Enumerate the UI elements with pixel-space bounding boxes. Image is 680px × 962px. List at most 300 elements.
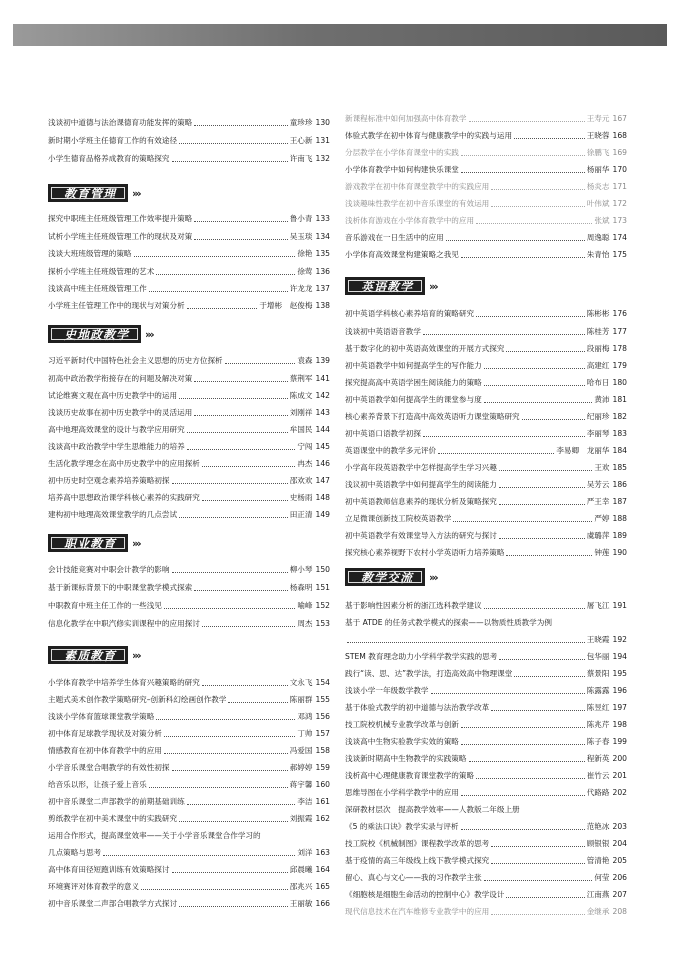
- toc-entry[interactable]: [345, 545, 627, 560]
- entry-page: 177: [612, 327, 627, 336]
- entry-author: 鲁小青: [289, 214, 313, 223]
- leader-dots: [514, 138, 585, 139]
- toc-entry[interactable]: [48, 422, 330, 437]
- entry-title: 留心、真心与文心——我的习作教学主张: [345, 873, 482, 882]
- entry-title: 小学高年段英语教学中怎样提高学生学习兴趣: [345, 463, 497, 472]
- leader-dots: [172, 161, 288, 162]
- entry-title: 初中音乐课堂二声部合唱教学方式探讨: [48, 899, 178, 908]
- entry-page: 201: [612, 771, 627, 780]
- entry-title: 小学体育高效课堂构建策略之我见: [345, 250, 459, 259]
- entry-page: 176: [612, 309, 627, 318]
- entry-title: 浅谈高中生物实验教学实效的策略: [345, 737, 459, 746]
- entry-title: 浅谈小学体育篮球课堂教学策略: [48, 712, 155, 721]
- leader-dots: [149, 291, 288, 292]
- entry-author: 邓鸿: [297, 712, 313, 721]
- entry-author: 周逸聪: [586, 233, 610, 242]
- entry-author: 邵欢欢: [289, 476, 313, 485]
- leader-dots: [179, 143, 288, 144]
- section-header-teaching-exchange: [345, 567, 437, 587]
- entry-author: 严王幸: [586, 497, 610, 506]
- leader-dots: [194, 381, 287, 382]
- entry-page: 178: [612, 344, 627, 353]
- entry-title: 初中英语教学中如何提高学生的写作能力: [345, 361, 482, 370]
- entry-title: 培养高中思想政治课学科核心素养的实践研究: [48, 493, 200, 502]
- entry-author: 陈兆芹: [586, 720, 610, 729]
- entry-title: 浅谈高中班主任班级管理工作: [48, 284, 147, 293]
- leader-dots: [179, 906, 288, 907]
- entry-page: 160: [315, 780, 330, 789]
- entry-title: 浅谈小学一年级数学教学: [345, 686, 429, 695]
- toc-entry[interactable]: [48, 246, 330, 261]
- leader-dots: [103, 855, 295, 856]
- entry-title: 初中历史时空观念素养培养策略初探: [48, 476, 170, 485]
- section-header-quality-education: [48, 645, 140, 665]
- entry-page: 137: [315, 284, 330, 293]
- toc-entry[interactable]: [48, 879, 330, 894]
- entry-author: 王晓霞: [586, 635, 610, 644]
- entry-page: 208: [612, 907, 627, 916]
- leader-dots: [484, 402, 593, 403]
- entry-title: 践行“读、思、达”教学法，打造高效高中物理课堂: [345, 669, 513, 678]
- entry-author: 李易卿 龙丽华: [556, 446, 610, 455]
- entry-page: 133: [315, 214, 330, 223]
- leader-dots: [453, 521, 592, 522]
- toc-entry[interactable]: [48, 405, 330, 420]
- entry-author: 王丽敏: [289, 899, 313, 908]
- entry-author: 顾银银: [586, 839, 610, 848]
- toc-entry[interactable]: [345, 392, 627, 407]
- entry-title: 探析小学班主任班级管理的艺术: [48, 267, 155, 276]
- leader-dots: [194, 415, 287, 416]
- leader-dots: [491, 863, 584, 864]
- toc-entry[interactable]: [48, 151, 330, 166]
- arrows-icon: ›››: [145, 327, 153, 341]
- toc-entry[interactable]: [345, 511, 627, 526]
- toc-entry[interactable]: [345, 853, 627, 868]
- entry-author: 程新英: [586, 754, 610, 763]
- toc-entry[interactable]: [345, 460, 627, 475]
- entry-title: 情感教育在初中体育教学中的应用: [48, 746, 162, 755]
- section-title: 素质教育: [48, 646, 128, 664]
- entry-page: 180: [612, 378, 627, 387]
- entry-author: 李丽琴: [586, 429, 610, 438]
- entry-author: 虞璐萍: [586, 531, 610, 540]
- entry-page: 138: [315, 301, 330, 310]
- toc-entry[interactable]: [345, 409, 627, 424]
- toc-entry[interactable]: [345, 649, 627, 664]
- entry-author: 管清艳: [586, 856, 610, 865]
- toc-entry-continuation[interactable]: [345, 819, 627, 834]
- leader-dots: [156, 274, 295, 275]
- entry-author: 童珍珍: [289, 118, 313, 127]
- toc-entry[interactable]: [345, 247, 627, 262]
- entry-author: 江南燕: [586, 890, 610, 899]
- toc-entry[interactable]: [345, 230, 627, 245]
- entry-title: 分层教学在小学体育课堂中的实践: [345, 148, 459, 157]
- toc-entry[interactable]: [345, 111, 627, 126]
- entry-title: 浅析体育游戏在小学体育教学中的应用: [345, 216, 475, 225]
- toc-entry[interactable]: [345, 734, 627, 749]
- entry-title: 技工院校《机械制图》课程教学改革的思考: [345, 839, 490, 848]
- toc-entry[interactable]: [48, 845, 330, 860]
- entry-page: 148: [315, 493, 330, 502]
- toc-entry[interactable]: [345, 375, 627, 390]
- entry-page: 153: [315, 619, 330, 628]
- entry-author: 牟国民: [289, 425, 313, 434]
- entry-title: 基于疫情的高三年级线上线下教学模式探究: [345, 856, 490, 865]
- entry-page: 155: [315, 695, 330, 704]
- entry-author: 陈彬彬: [586, 309, 610, 318]
- entry-author: 高建红: [586, 361, 610, 370]
- entry-author: 叶伟斌: [586, 199, 610, 208]
- entry-author: 杨炎志: [586, 182, 610, 191]
- leader-dots: [172, 483, 288, 484]
- entry-page: 136: [315, 267, 330, 276]
- entry-author: 于增彬 赵俊梅: [259, 301, 313, 310]
- entry-page: 150: [315, 565, 330, 574]
- entry-page: 144: [315, 425, 330, 434]
- entry-author: 丁帅: [297, 729, 313, 738]
- toc-entry[interactable]: [345, 477, 627, 492]
- entry-author: 屠飞江: [586, 601, 610, 610]
- arrows-icon: ›››: [132, 536, 140, 550]
- leader-dots: [499, 504, 585, 505]
- entry-page: 187: [612, 497, 627, 506]
- entry-page: 184: [612, 446, 627, 455]
- entry-page: 166: [315, 899, 330, 908]
- entry-title: 探究核心素养视野下农村小学英语听力培养策略: [345, 548, 505, 557]
- arrows-icon: ›››: [429, 279, 437, 293]
- entry-author: 代路路: [586, 788, 610, 797]
- entry-page: 168: [612, 131, 627, 140]
- toc-entry-first-line[interactable]: [345, 615, 627, 630]
- toc-entry[interactable]: [48, 473, 330, 488]
- leader-dots: [423, 436, 585, 437]
- entry-author: 钟莲: [594, 548, 610, 557]
- entry-author: 史杨雨: [289, 493, 313, 502]
- entry-author: 吴芳云: [586, 480, 610, 489]
- toc-entry[interactable]: [345, 443, 627, 458]
- entry-title: 立足微课创新技工院校英语教学: [345, 514, 452, 523]
- toc-entry[interactable]: [345, 179, 627, 194]
- toc-entry[interactable]: [345, 162, 627, 177]
- entry-page: 189: [612, 531, 627, 540]
- toc-entry[interactable]: [48, 456, 330, 471]
- entry-page: 185: [612, 463, 627, 472]
- entry-page: 179: [612, 361, 627, 370]
- entry-title: 浅议初中英语教学中如何提高学生的阅读能力: [345, 480, 497, 489]
- entry-title: 浅谈趣味性教学在初中音乐课堂的有效运用: [345, 199, 490, 208]
- leader-dots: [499, 659, 584, 660]
- entry-author: 包华丽: [586, 652, 610, 661]
- toc-entry[interactable]: [48, 616, 330, 631]
- leader-dots: [461, 829, 585, 830]
- toc-entry[interactable]: [48, 726, 330, 741]
- toc-entry[interactable]: [48, 562, 330, 577]
- entry-page: 182: [612, 412, 627, 421]
- toc-entry[interactable]: [48, 777, 330, 792]
- entry-author: 徐莺: [297, 267, 313, 276]
- entry-author: 吴玉琰: [289, 232, 313, 241]
- entry-title: 技工院校机械专业教学改革与创新: [345, 720, 459, 729]
- entry-title: 浅谈历史故事在初中历史教学中的灵活运用: [48, 408, 193, 417]
- toc-entry[interactable]: [48, 133, 330, 148]
- toc-entry[interactable]: [345, 717, 627, 732]
- entry-author: 王心新: [289, 136, 313, 145]
- entry-title: 生活化教学理念在高中历史教学中的应用探析: [48, 459, 200, 468]
- entry-page: 130: [315, 118, 330, 127]
- entry-page: 163: [315, 848, 330, 857]
- toc-entry[interactable]: [345, 887, 627, 902]
- entry-page: 200: [612, 754, 627, 763]
- toc-entry[interactable]: [345, 904, 627, 919]
- toc-entry[interactable]: [345, 494, 627, 509]
- entry-title: 初中英语教学如何提高学生的课堂参与度: [345, 395, 482, 404]
- toc-entry-continuation[interactable]: [345, 632, 627, 647]
- toc-entry[interactable]: [345, 145, 627, 160]
- entry-page: 139: [315, 356, 330, 365]
- toc-entry[interactable]: [345, 306, 627, 321]
- toc-entry[interactable]: [48, 811, 330, 826]
- entry-page: 206: [612, 873, 627, 882]
- entry-page: 203: [612, 822, 627, 831]
- entry-author: 严婷: [594, 514, 610, 523]
- toc-entry[interactable]: [345, 341, 627, 356]
- leader-dots: [484, 880, 593, 881]
- entry-page: 170: [612, 165, 627, 174]
- toc-entry[interactable]: [48, 211, 330, 226]
- entry-title: 给音乐以形，让孩子爱上音乐: [48, 780, 147, 789]
- entry-page: 188: [612, 514, 627, 523]
- toc-entry[interactable]: [48, 760, 330, 775]
- section-title: 英语教学: [345, 277, 425, 295]
- entry-page: 198: [612, 720, 627, 729]
- entry-author: 蔡荆军: [289, 374, 313, 383]
- entry-title: 中职教育中班主任工作的一些浅见: [48, 601, 162, 610]
- entry-title: 基于新课标背景下的中职课堂教学模式探索: [48, 583, 193, 592]
- entry-author: 刘振霞: [289, 814, 313, 823]
- toc-entry[interactable]: [48, 298, 330, 313]
- entry-page: 190: [612, 548, 627, 557]
- toc-entry[interactable]: [345, 358, 627, 373]
- toc-entry[interactable]: [48, 794, 330, 809]
- entry-title: 习近平新时代中国特色社会主义思想的历史方位探析: [48, 356, 223, 365]
- toc-entry[interactable]: [345, 598, 627, 613]
- entry-author: 郝婷婷: [289, 763, 313, 772]
- leader-dots: [194, 239, 287, 240]
- entry-page: 167: [612, 114, 627, 123]
- entry-author: 喻峰: [297, 601, 313, 610]
- leader-dots: [506, 351, 584, 352]
- entry-author: 冯爱国: [289, 746, 313, 755]
- entry-title: 探究提高高中英语学困生阅读能力的策略: [345, 378, 482, 387]
- entry-title: 深研教材层次 提高教学效率——人教版二年级上册: [345, 805, 520, 814]
- leader-dots: [522, 419, 585, 420]
- entry-title: 主题式美术创作教学策略研究–创新科幻绘画创作教学: [48, 695, 227, 704]
- arrows-icon: ›››: [429, 570, 437, 584]
- entry-author: 许南飞: [289, 154, 313, 163]
- entry-author: 金继承: [586, 907, 610, 916]
- entry-title: 初中英语教学有效课堂导入方法的研究与探讨: [345, 531, 497, 540]
- entry-page: 156: [315, 712, 330, 721]
- entry-author: 黄沛: [594, 395, 610, 404]
- toc-entry[interactable]: [48, 353, 330, 368]
- entry-page: 157: [315, 729, 330, 738]
- toc-entry[interactable]: [48, 896, 330, 911]
- toc-entry[interactable]: [345, 683, 627, 698]
- leader-dots: [347, 642, 585, 643]
- entry-author: 邱晨曦: [289, 865, 313, 874]
- entry-author: 陈丽群: [289, 695, 313, 704]
- entry-title: 初中音乐课堂二声部教学的前期基础训练: [48, 797, 185, 806]
- leader-dots: [431, 693, 585, 694]
- toc-entry[interactable]: [48, 598, 330, 613]
- toc-entry[interactable]: [48, 115, 330, 130]
- entry-author: 李洁: [297, 797, 313, 806]
- entry-title: 小学体育教学中如何构建快乐课堂: [345, 165, 459, 174]
- leader-dots: [194, 125, 287, 126]
- toc-entry[interactable]: [345, 700, 627, 715]
- toc-entry[interactable]: [345, 751, 627, 766]
- entry-title: 《5 的乘法口诀》教学实录与评析: [345, 822, 459, 831]
- entry-page: 175: [612, 250, 627, 259]
- entry-page: 197: [612, 703, 627, 712]
- entry-author: 崔竹云: [586, 771, 610, 780]
- toc-entry[interactable]: [48, 371, 330, 386]
- toc-entry[interactable]: [48, 264, 330, 279]
- entry-author: 刘刚祥: [289, 408, 313, 417]
- leader-dots: [438, 453, 554, 454]
- entry-page: 158: [315, 746, 330, 755]
- leader-dots: [491, 710, 584, 711]
- leader-dots: [469, 761, 585, 762]
- toc-entry[interactable]: [48, 439, 330, 454]
- entry-author: 许龙龙: [289, 284, 313, 293]
- entry-page: 147: [315, 476, 330, 485]
- entry-title: 环境赛评对体育教学的意义: [48, 882, 140, 891]
- entry-page: 142: [315, 391, 330, 400]
- leader-dots: [149, 787, 288, 788]
- entry-title: 现代信息技术在汽车维修专业教学中的应用: [345, 907, 490, 916]
- leader-dots: [461, 172, 585, 173]
- entry-author: 杨丽华: [586, 165, 610, 174]
- toc-entry[interactable]: [345, 213, 627, 228]
- toc-entry[interactable]: [48, 862, 330, 877]
- toc-entry[interactable]: [345, 666, 627, 681]
- entry-page: 174: [612, 233, 627, 242]
- entry-title: 浅谈大班班级管理的策略: [48, 249, 132, 258]
- toc-entry[interactable]: [345, 768, 627, 783]
- entry-author: 蔡景阳: [586, 669, 610, 678]
- entry-author: 宁闯: [297, 442, 313, 451]
- entry-author: 文永飞: [289, 678, 313, 687]
- leader-dots: [506, 555, 592, 556]
- entry-title: 运用合作形式，提高课堂效率——关于小学音乐课堂合作学习的: [48, 831, 261, 840]
- leader-dots: [423, 334, 585, 335]
- section-header-vocational-education: [48, 533, 140, 553]
- toc-entry[interactable]: [48, 709, 330, 724]
- toc-entry[interactable]: [345, 426, 627, 441]
- entry-title: 高中地理高效课堂的设计与教学应用研究: [48, 425, 185, 434]
- toc-entry[interactable]: [48, 507, 330, 522]
- leader-dots: [461, 744, 585, 745]
- entry-page: 161: [315, 797, 330, 806]
- toc-entry[interactable]: [48, 675, 330, 690]
- entry-author: 杨森明: [289, 583, 313, 592]
- leader-dots: [476, 223, 592, 224]
- leader-dots: [172, 572, 288, 573]
- entry-page: 204: [612, 839, 627, 848]
- entry-page: 164: [315, 865, 330, 874]
- entry-author: 陈昱红: [586, 703, 610, 712]
- entry-title: 小学班主任管理工作中的现状与对策分析: [48, 301, 185, 310]
- toc-entry[interactable]: [48, 743, 330, 758]
- section-header-history-geo-politics: [48, 324, 153, 344]
- entry-page: 199: [612, 737, 627, 746]
- entry-author: 陈露露: [586, 686, 610, 695]
- entry-title: 核心素养背景下打造高中高效英语听力课堂策略研究: [345, 412, 520, 421]
- entry-page: 171: [612, 182, 627, 191]
- entry-page: 146: [315, 459, 330, 468]
- entry-page: 191: [612, 601, 627, 610]
- leader-dots: [476, 316, 585, 317]
- leader-dots: [164, 753, 288, 754]
- toc-entry[interactable]: [48, 692, 330, 707]
- leader-dots: [484, 608, 585, 609]
- entry-page: 173: [612, 216, 627, 225]
- toc-entry[interactable]: [48, 281, 330, 296]
- entry-page: 181: [612, 395, 627, 404]
- leader-dots: [461, 155, 585, 156]
- entry-title: 初中体育足球教学现状及对策分析: [48, 729, 162, 738]
- entry-page: 196: [612, 686, 627, 695]
- toc-entry[interactable]: [48, 229, 330, 244]
- toc-entry[interactable]: [48, 490, 330, 505]
- entry-title: 初高中政治教学衔接存在的问题及解决对策: [48, 374, 193, 383]
- entry-title: 音乐游戏在一日生活中的应用: [345, 233, 444, 242]
- entry-page: 195: [612, 669, 627, 678]
- toc-entry[interactable]: [345, 836, 627, 851]
- leader-dots: [202, 685, 288, 686]
- toc-entry[interactable]: [345, 128, 627, 143]
- toc-entry[interactable]: [345, 870, 627, 885]
- leader-dots: [461, 257, 585, 258]
- entry-title: 游戏教学在初中体育课堂教学中的实践应用: [345, 182, 490, 191]
- toc-entry-first-line[interactable]: [345, 802, 627, 817]
- toc-entry[interactable]: [48, 580, 330, 595]
- toc-entry[interactable]: [345, 324, 627, 339]
- toc-entry[interactable]: [345, 196, 627, 211]
- leader-dots: [179, 517, 288, 518]
- leader-dots: [164, 736, 295, 737]
- section-title: 教育管理: [48, 184, 128, 202]
- toc-entry[interactable]: [48, 388, 330, 403]
- entry-title: 新时期小学班主任德育工作的有效途径: [48, 136, 178, 145]
- toc-entry[interactable]: [345, 528, 627, 543]
- entry-page: 205: [612, 856, 627, 865]
- entry-page: 154: [315, 678, 330, 687]
- entry-title: 初中英语口语教学初探: [345, 429, 421, 438]
- toc-entry[interactable]: [345, 785, 627, 800]
- entry-author: 段丽梅: [586, 344, 610, 353]
- entry-author: 何莹: [594, 873, 610, 882]
- header-band: [13, 24, 667, 46]
- entry-title: 浅谈初中道德与法治课德育功能发挥的策略: [48, 118, 193, 127]
- toc-entry-first-line[interactable]: [48, 828, 330, 843]
- entry-title: 浅析高中心理健康教育课堂教学的策略: [345, 771, 475, 780]
- entry-page: 134: [315, 232, 330, 241]
- entry-author: 周杰: [297, 619, 313, 628]
